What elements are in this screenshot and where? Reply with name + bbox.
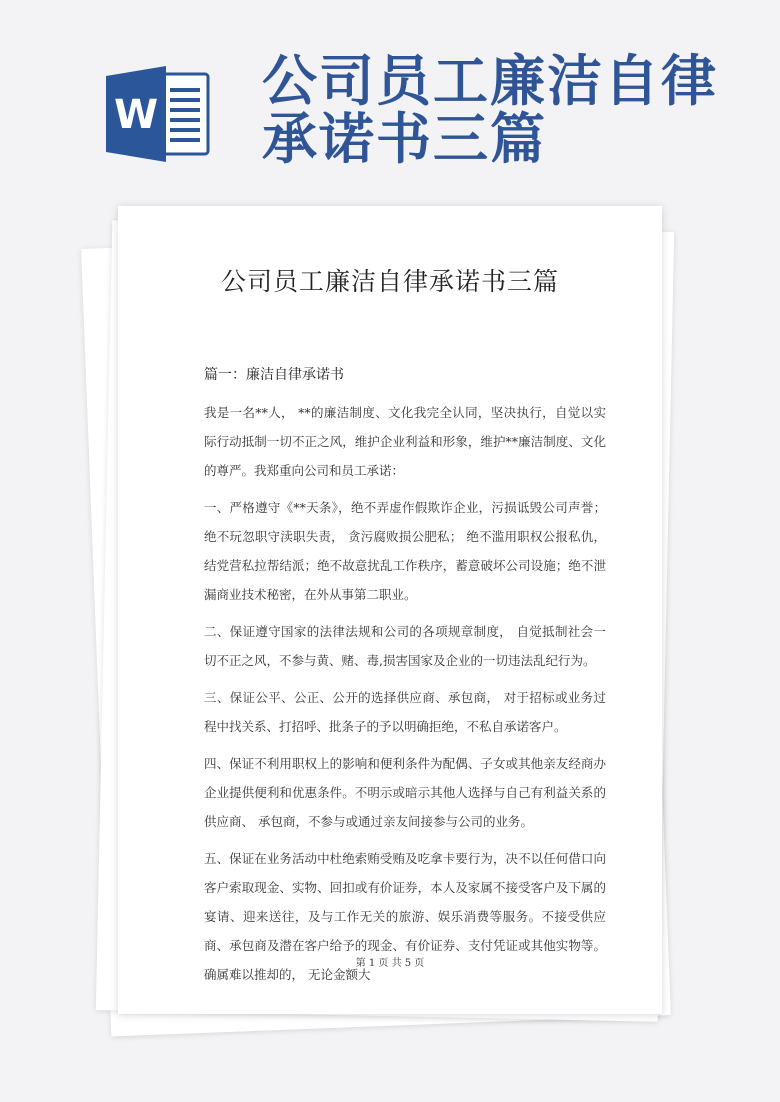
- paragraph: 三、保证公平、公正、公开的选择供应商、承包商， 对于招标或业务过程中找关系、打招呼、批条子的予以明确拒绝，不私自承诺客户。: [204, 690, 606, 734]
- header-title-line-1: 公司员工廉洁自律: [262, 49, 719, 113]
- paragraph: 我是一名**人， **的廉洁制度、文化我完全认同，坚决执行，自觉以实际行动抵制一切不正之风，维护企业利益和形象，维护**廉洁制度、文化的尊严。我郑重向公司和员工承诺：: [204, 405, 606, 478]
- paragraph: 五、保证在业务活动中杜绝索贿受贿及吃拿卡要行为，决不以任何借口向客户索取现金、实物、回扣或有价证券，本人及家属不接受客户及下属的宴请、迎来送往，及与工作无关的旅游、娱乐消费等服务。不接受供应商、承包商及潜在客户给予的现金、有价证券、支付凭证或其他实物等。确属难以推却的， 无论金额大: [204, 851, 606, 982]
- document-title: 公司员工廉洁自律承诺书三篇: [220, 267, 559, 296]
- paragraph: 二、保证遵守国家的法律法规和公司的各项规章制度， 自觉抵制社会一切不正之风，不参与黄、赌、毒,损害国家及企业的一切违法乱纪行为。: [204, 624, 606, 668]
- page-number: 第 1 页 共 5 页: [355, 958, 425, 969]
- document-body: [204, 398, 606, 997]
- document-page: [118, 206, 662, 1014]
- word-logo-icon: [104, 66, 212, 162]
- paragraph: 一、严格遵守《**天条》，绝不弄虚作假欺诈企业，污损诋毁公司声誉；绝不玩忽职守渎职失责， 贪污腐败损公肥私； 绝不滥用职权公报私仇， 结党营私拉帮结派；绝不故意扰乱工作秩序，蓄意破坏公司设施；绝不泄漏商业技术秘密，在外从事第二职业。: [204, 500, 606, 602]
- header-title: [262, 49, 762, 171]
- header-title-line-2: 承诺书三篇: [262, 107, 548, 171]
- paragraph: 四、保证不利用职权上的影响和便利条件为配偶、子女或其他亲友经商办企业提供便利和优惠条件。不明示或暗示其他人选择与自己有利益关系的供应商、 承包商，不参与或通过亲友间接参与公司的业务。: [204, 756, 606, 829]
- logo-letter: W: [113, 92, 159, 138]
- section-heading: 篇一：廉洁自律承诺书: [204, 367, 344, 383]
